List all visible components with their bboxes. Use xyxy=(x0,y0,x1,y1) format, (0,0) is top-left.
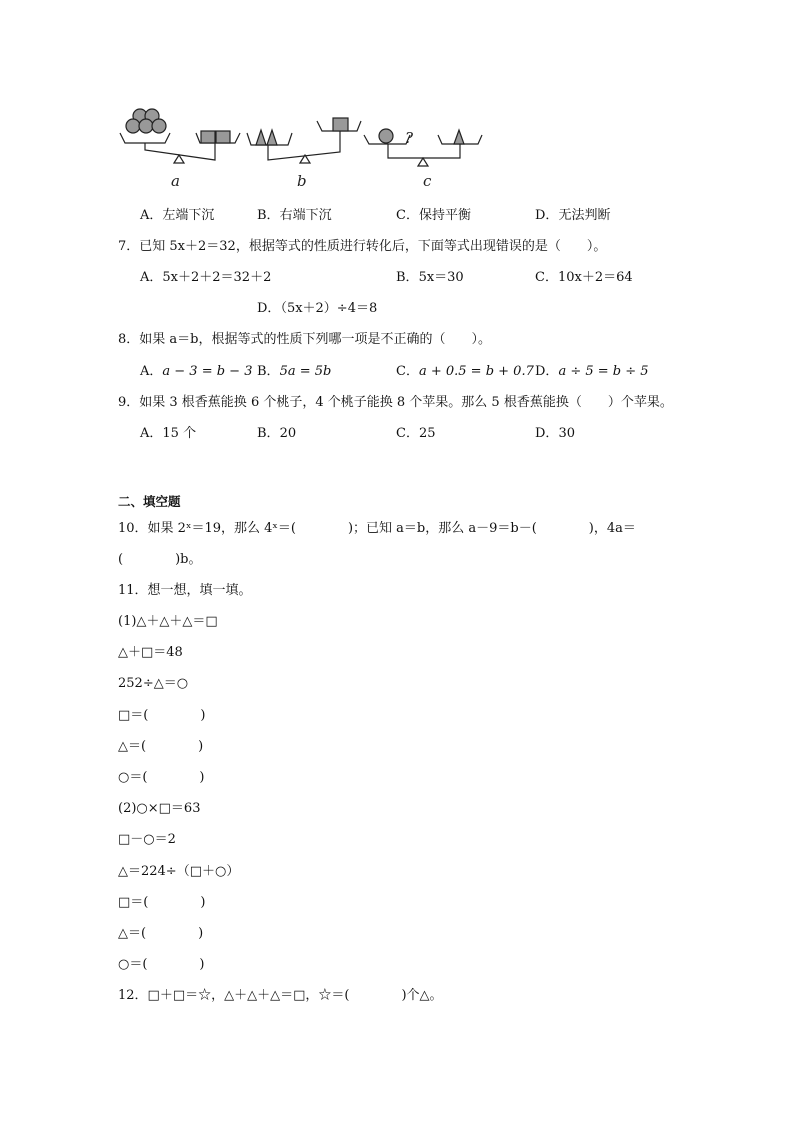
q7-stem: 7．已知 5x＋2＝32，根据等式的性质进行转化后，下面等式出现错误的是（ ）。 xyxy=(118,239,607,254)
q8-option-b[interactable]: B．5a = 5b xyxy=(257,364,332,379)
q11-p2-line: △＝224÷（□＋○） xyxy=(118,864,240,879)
q8-stem: 8．如果 a＝b，根据等式的性质下列哪一项是不正确的（ ）。 xyxy=(118,332,491,347)
q11-p1-answer-triangle[interactable]: △＝( ) xyxy=(118,739,204,754)
q7-option-c[interactable]: C．10x＋2＝64 xyxy=(535,270,633,285)
q6-option-b[interactable]: B．右端下沉 xyxy=(257,208,332,223)
q10-line2: ( )b。 xyxy=(118,552,202,567)
q12-stem: 12．□＋□＝☆，△＋△＋△＝□，☆＝( )个△。 xyxy=(118,988,443,1003)
q11-p2-line: □－○＝2 xyxy=(118,832,176,847)
q9-stem: 9．如果 3 根香蕉能换 6 个桃子，4 个桃子能换 8 个苹果。那么 5 根香蕉能换（ ）个苹果。 xyxy=(118,395,673,410)
q11-p1-answer-circle[interactable]: ○＝( ) xyxy=(118,770,205,785)
scale-c xyxy=(364,129,482,166)
question-mark: ? xyxy=(405,129,414,147)
q11-p2-answer-circle[interactable]: ○＝( ) xyxy=(118,957,205,972)
q11-p1-line: △＋□＝48 xyxy=(118,645,183,660)
q7-option-d[interactable]: D．（5x＋2）÷4＝8 xyxy=(257,301,378,316)
q9-option-d[interactable]: D．30 xyxy=(535,426,575,441)
q8-option-c[interactable]: C．a + 0.5 = b + 0.7 xyxy=(396,364,534,379)
q11-p1-answer-square[interactable]: □＝( ) xyxy=(118,708,206,723)
scale-b xyxy=(247,118,361,163)
q11-p2-answer-triangle[interactable]: △＝( ) xyxy=(118,926,204,941)
q11-p2-answer-square[interactable]: □＝( ) xyxy=(118,895,206,910)
q7-option-a[interactable]: A．5x＋2＋2＝32＋2 xyxy=(140,270,272,285)
q6-option-c[interactable]: C．保持平衡 xyxy=(396,208,471,223)
q8-option-a[interactable]: A．a − 3 = b − 3 xyxy=(140,364,253,379)
q11-p1-line: (1)△＋△＋△＝□ xyxy=(118,614,218,629)
q6-option-a[interactable]: A．左端下沉 xyxy=(140,208,215,223)
label-b: b xyxy=(297,172,307,190)
q9-option-c[interactable]: C．25 xyxy=(396,426,436,441)
q7-option-b[interactable]: B．5x＝30 xyxy=(396,270,464,285)
q11-stem: 11．想一想，填一填。 xyxy=(118,583,252,598)
q9-option-b[interactable]: B．20 xyxy=(257,426,297,441)
q8-option-d[interactable]: D．a ÷ 5 = b ÷ 5 xyxy=(535,364,649,379)
label-c: c xyxy=(423,172,432,190)
section-heading: 二、填空题 xyxy=(118,494,181,509)
balance-scales-figure xyxy=(0,0,794,200)
q11-p1-line: 252÷△＝○ xyxy=(118,676,189,691)
q11-p2-line: (2)○×□＝63 xyxy=(118,801,201,816)
q6-option-d[interactable]: D．无法判断 xyxy=(535,208,611,223)
q10-line1: 10．如果 2ˣ＝19，那么 4ˣ＝( )；已知 a＝b，那么 a－9＝b－( )，4a＝ xyxy=(118,521,636,536)
label-a: a xyxy=(171,172,180,190)
scale-a xyxy=(120,109,240,163)
q9-option-a[interactable]: A．15 个 xyxy=(140,426,197,441)
